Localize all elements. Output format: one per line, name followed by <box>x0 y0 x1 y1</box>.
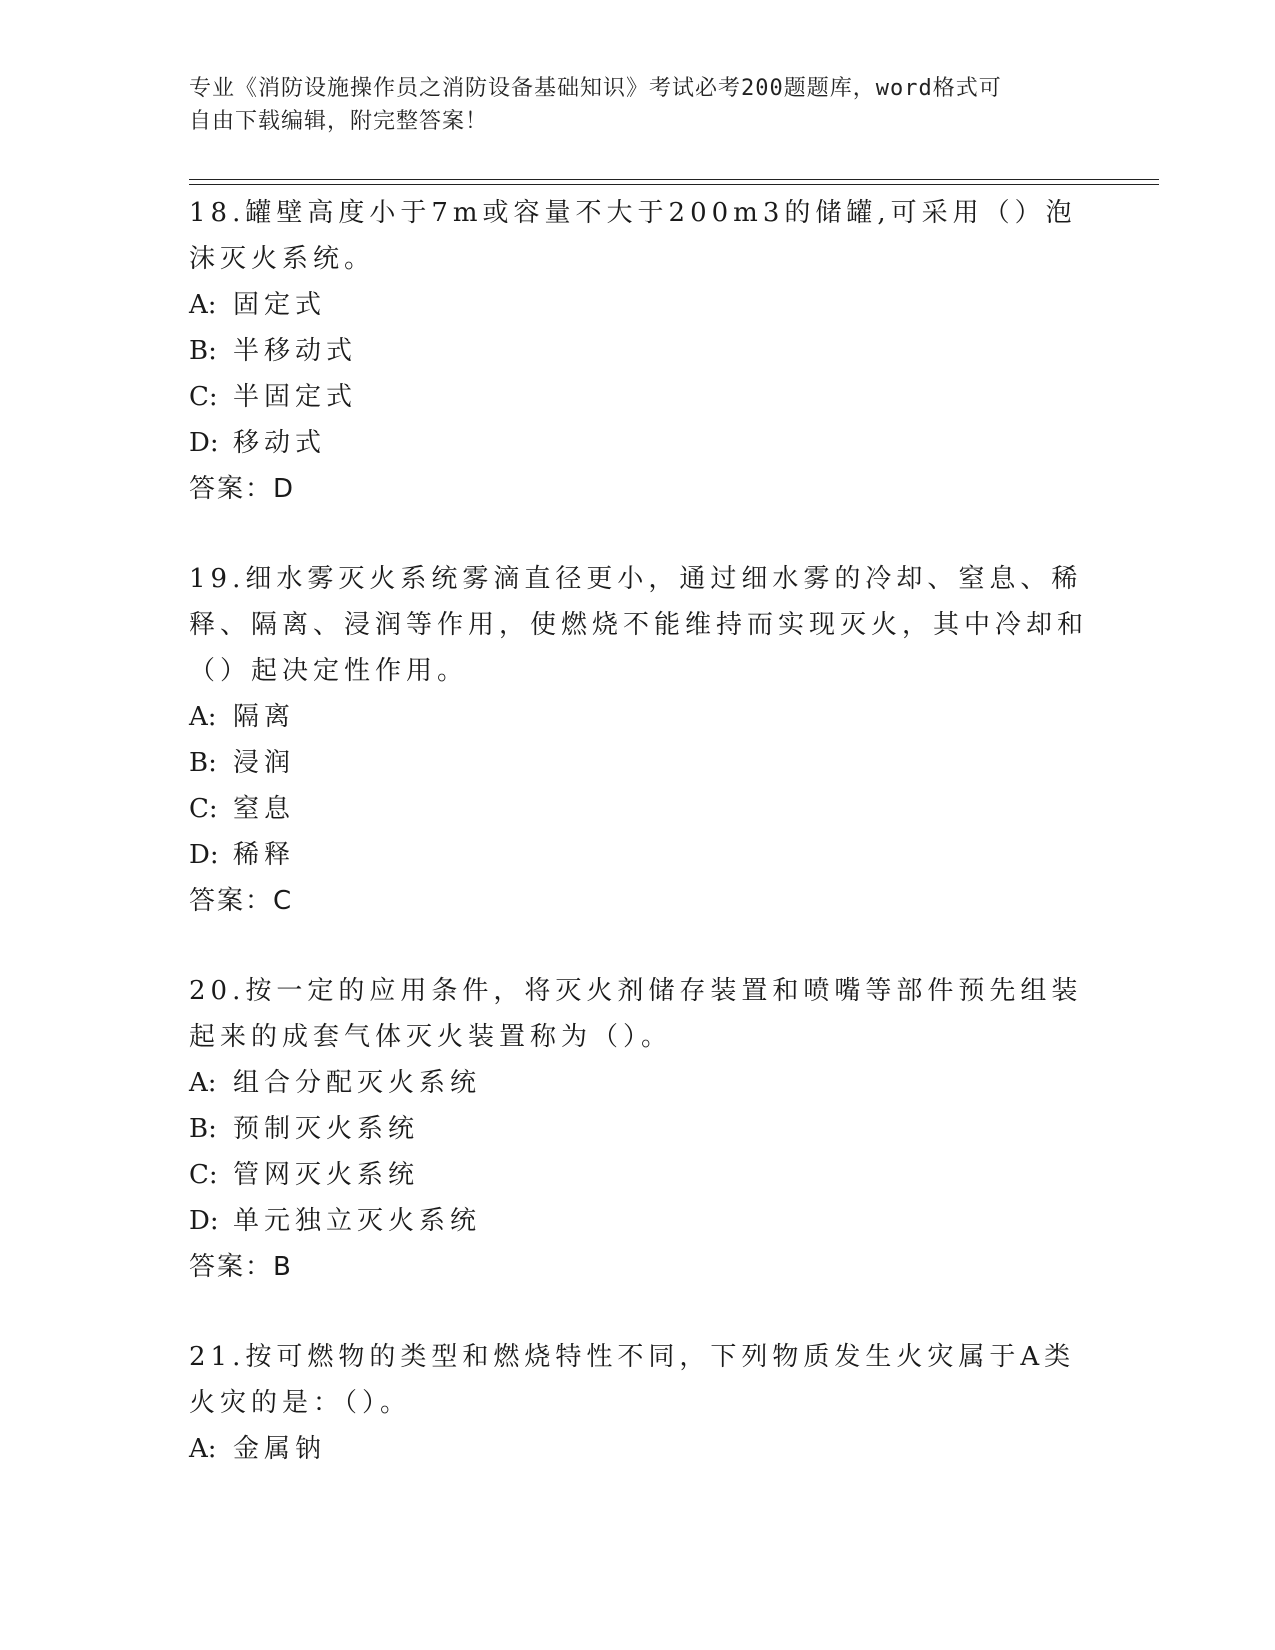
option-c <box>189 1152 1089 1198</box>
question-text: 19.细水雾灭火系统雾滴直径更小，通过细水雾的冷却、窒息、稀释、隔离、浸润等作用，使燃烧不能维持而实现灭火，其中冷却和（）起决定性作用。 <box>189 564 1089 686</box>
option-b <box>189 740 1089 786</box>
question-20 <box>189 968 1089 1290</box>
option-text: 管网灭火系统 <box>233 1160 420 1190</box>
option-text: 组合分配灭火系统 <box>233 1068 482 1098</box>
option-key: B: <box>189 748 217 778</box>
option-text: 预制灭火系统 <box>233 1114 420 1144</box>
question-19 <box>189 556 1089 924</box>
option-key: D: <box>189 1206 219 1236</box>
option-text: 半移动式 <box>233 336 358 366</box>
question-21 <box>189 1334 1089 1472</box>
option-key: C: <box>189 1160 218 1190</box>
header-line-2: 自由下载编辑，附完整答案！ <box>189 109 489 134</box>
option-text: 金属钠 <box>233 1434 327 1464</box>
option-key: D: <box>189 428 219 458</box>
question-text: 21.按可燃物的类型和燃烧特性不同，下列物质发生火灾属于A类火灾的是：（）。 <box>189 1342 1076 1418</box>
option-text: 移动式 <box>233 428 327 458</box>
option-c <box>189 374 1089 420</box>
option-text: 半固定式 <box>233 382 358 412</box>
option-a <box>189 1426 1089 1472</box>
option-text: 隔离 <box>233 702 296 732</box>
option-key: A: <box>189 290 217 320</box>
option-text: 窒息 <box>233 794 296 824</box>
question-18 <box>189 190 1089 512</box>
option-b <box>189 328 1089 374</box>
answer-line: 答案：D <box>189 474 296 504</box>
option-b <box>189 1106 1089 1152</box>
answer-line: 答案：B <box>189 1252 293 1282</box>
option-a <box>189 282 1089 328</box>
question-list <box>189 190 1089 1516</box>
option-key: A: <box>189 702 217 732</box>
header-divider-top <box>189 179 1159 180</box>
option-text: 浸润 <box>233 748 296 778</box>
option-key: A: <box>189 1434 217 1464</box>
option-c <box>189 786 1089 832</box>
option-key: C: <box>189 794 218 824</box>
option-key: A: <box>189 1068 217 1098</box>
header-divider-bottom <box>189 184 1159 185</box>
option-key: B: <box>189 1114 217 1144</box>
option-a <box>189 1060 1089 1106</box>
header-line-1: 专业《消防设施操作员之消防设备基础知识》考试必考200题题库，word格式可 <box>189 76 1002 101</box>
option-text: 固定式 <box>233 290 327 320</box>
document-header <box>189 72 1089 138</box>
question-text: 18.罐壁高度小于7m或容量不大于200m3的储罐,可采用（）泡沫灭火系统。 <box>189 198 1077 274</box>
option-d <box>189 420 1089 466</box>
option-a <box>189 694 1089 740</box>
option-text: 单元独立灭火系统 <box>233 1206 482 1236</box>
option-key: C: <box>189 382 218 412</box>
option-d <box>189 832 1089 878</box>
question-text: 20.按一定的应用条件，将灭火剂储存装置和喷嘴等部件预先组装起来的成套气体灭火装置称为（）。 <box>189 976 1083 1052</box>
option-key: B: <box>189 336 217 366</box>
option-key: D: <box>189 840 219 870</box>
option-d <box>189 1198 1089 1244</box>
option-text: 稀释 <box>233 840 296 870</box>
answer-line: 答案：C <box>189 886 294 916</box>
